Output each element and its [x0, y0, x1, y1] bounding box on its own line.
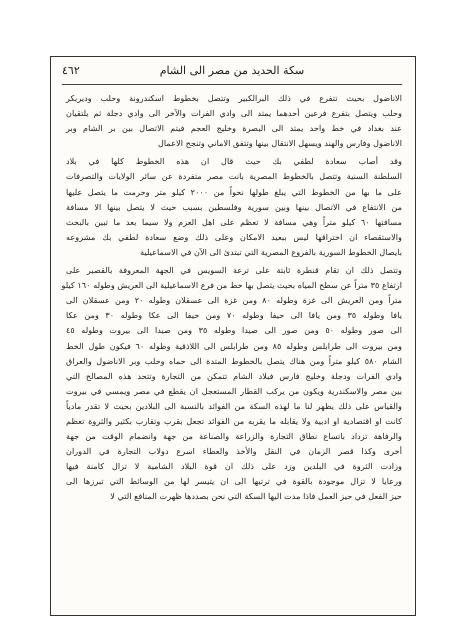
text-line: مسافتها ٦٠ كيلو متراً وهي مسافة لا تعظم على اهل العزم ولا سيما بعد ما تبين بالبحث: [66, 216, 402, 227]
text-line: أخرى وكذا قصر الزمان في النقل والأخذ والعطاء اسرع دولاب التجارة في الدوران: [66, 446, 402, 457]
header-rule: [62, 84, 402, 85]
text-line: وادي الفرات ودجلة وخليج فارس فبلاد الشام تتمكن من التجارة وتتحد هذه المصالح التي: [66, 370, 402, 381]
paragraph: [66, 91, 402, 151]
paragraph: [61, 263, 403, 505]
text-line: الشام ٥٨٠ كيلو متراً ومن هناك يتصل بالخطوط المتدة الى حماه وحلب وبر الاناضول والعراق: [66, 355, 402, 366]
text-line: ومن بيروت الى طرابلس وطوله ٨٥ ومن طرابلس الى اللاذقية وطوله ٦٠ فيكون طول الخط: [66, 340, 402, 351]
text-line: على ما بها من الخطوط التي يبلغ طولها نحواً من ٢٠٠٠ كيلو متر وحرمت ما يتصل عليها: [66, 186, 402, 197]
text-line: والقياس على ذلك يظهر لنا ما لهذه السكة من الفوائد بالنسبة الى البلادين بحيث لا تقدر مادياً: [66, 400, 402, 411]
text-line: عند بغداد في خط واحد يمتد الى البصرة وخليج العجم فيتم الاتصال بين بر الشام وبر: [66, 123, 402, 134]
page-number: ٤٦٢: [62, 64, 80, 77]
text-line: من الانتفاع في الاتصال بينها وبين سورية وفلسطين بسبب حيث لا يتصل بينها الا مسافة: [66, 201, 402, 212]
body-text: [61, 91, 403, 603]
text-line: والاستقصاء ان اختراقها ليس ببعيد الامكان وعلى ذلك وضع سعادة لطفي بك مشروعه: [66, 231, 402, 242]
text-line: وزادت الثروة في البلدين وزد على ذلك ان قوة البلاد الشامية لا تزال كامنة فيها: [66, 461, 402, 472]
text-line: الاناضول وفارس والهند ويسهل الانتقال بينها وتتفق الاماني وتنجح الاعمال: [157, 138, 402, 149]
text-line: يافا وطوله ٣٥ ومن يافا الى حيفا وطوله ٧٠ ومن حيفا الى عكا وطوله ٣٠ ومن عكا: [66, 310, 402, 321]
text-line: بايصال الخطوط السورية بالفروع المصرية التي تبتدئ الى الآن في الاسماعيلية: [140, 246, 402, 257]
running-title: سكة الحديد من مصر الى الشام: [159, 64, 305, 77]
text-line: ارتفاع ٣٥ متراً عن سطح المياه بحيث يتصل بها خط من فرع الاسماعيلية الى العريش وطوله ١٦٠ كيلو: [61, 280, 402, 291]
page-header: [62, 64, 402, 82]
text-line: ورعايا لا تزال موجودة بالقوة في ترتبها الى ان يتيسر لها من الوسائط التي تبرزها الى: [66, 476, 402, 487]
text-line: بين مصر والاسكندرية ويكون من يركب القطار المستعجل ان يقطع في مصر ويمسي في بيروت: [66, 385, 402, 396]
text-line: والرفاهة تزداد باتساع نطاق التجارة والزراعة والصناعة من جهة وانضمام الوقت من جهة: [66, 431, 402, 442]
text-line: وقد أصاب سعادة لطفي بك حيث قال ان هذه الخطوط كلها في بلاد: [66, 156, 402, 167]
text-line: الاناضول بحيث تتفرع في ذلك البرالكبير وتتصل بخطوط اسكندرونة وحلب وديربكر: [66, 93, 402, 103]
text-line: وحلب ويتصل بتفرع فرعين أحدهما يمتد الى وادي الفرات والآخر الى وادي دجلة ثم يلتقيان: [66, 108, 402, 119]
paragraph: [66, 154, 402, 260]
text-line: كانت او اقتصادية او ادبية ولا يقابله ما يقربه من الفوائد تجعل بقرب وتقارب بكثير والثروة تعظم: [66, 415, 402, 426]
text-line: السلطنة السنية وتتصل بالخطوط المصرية بانت مصر متفردة عن سائر الولايات والتصرفات: [66, 171, 402, 182]
text-line: الى صور وطوله ٥٠ ومن صور الى صيدا وطوله ٣٥ ومن صيدا الى بيروت وطوله ٤٥: [66, 325, 402, 336]
text-line: متراً ومن العريش الى غزة وطوله ٨٠ ومن غزة الى عسقلان وطوله ٢٠ ومن عسقلان الى: [66, 295, 403, 306]
text-line: وتتصل ذلك ان تقام قنطرة ثابتة على ترعة السويس في الجهة المعروفة بالقصير على: [66, 265, 402, 276]
text-line: حيز الفعل في حيز العمل فاذا مدت اليها السكة التي نحن بصددها ظهرت المنافع التي لا: [110, 491, 402, 502]
